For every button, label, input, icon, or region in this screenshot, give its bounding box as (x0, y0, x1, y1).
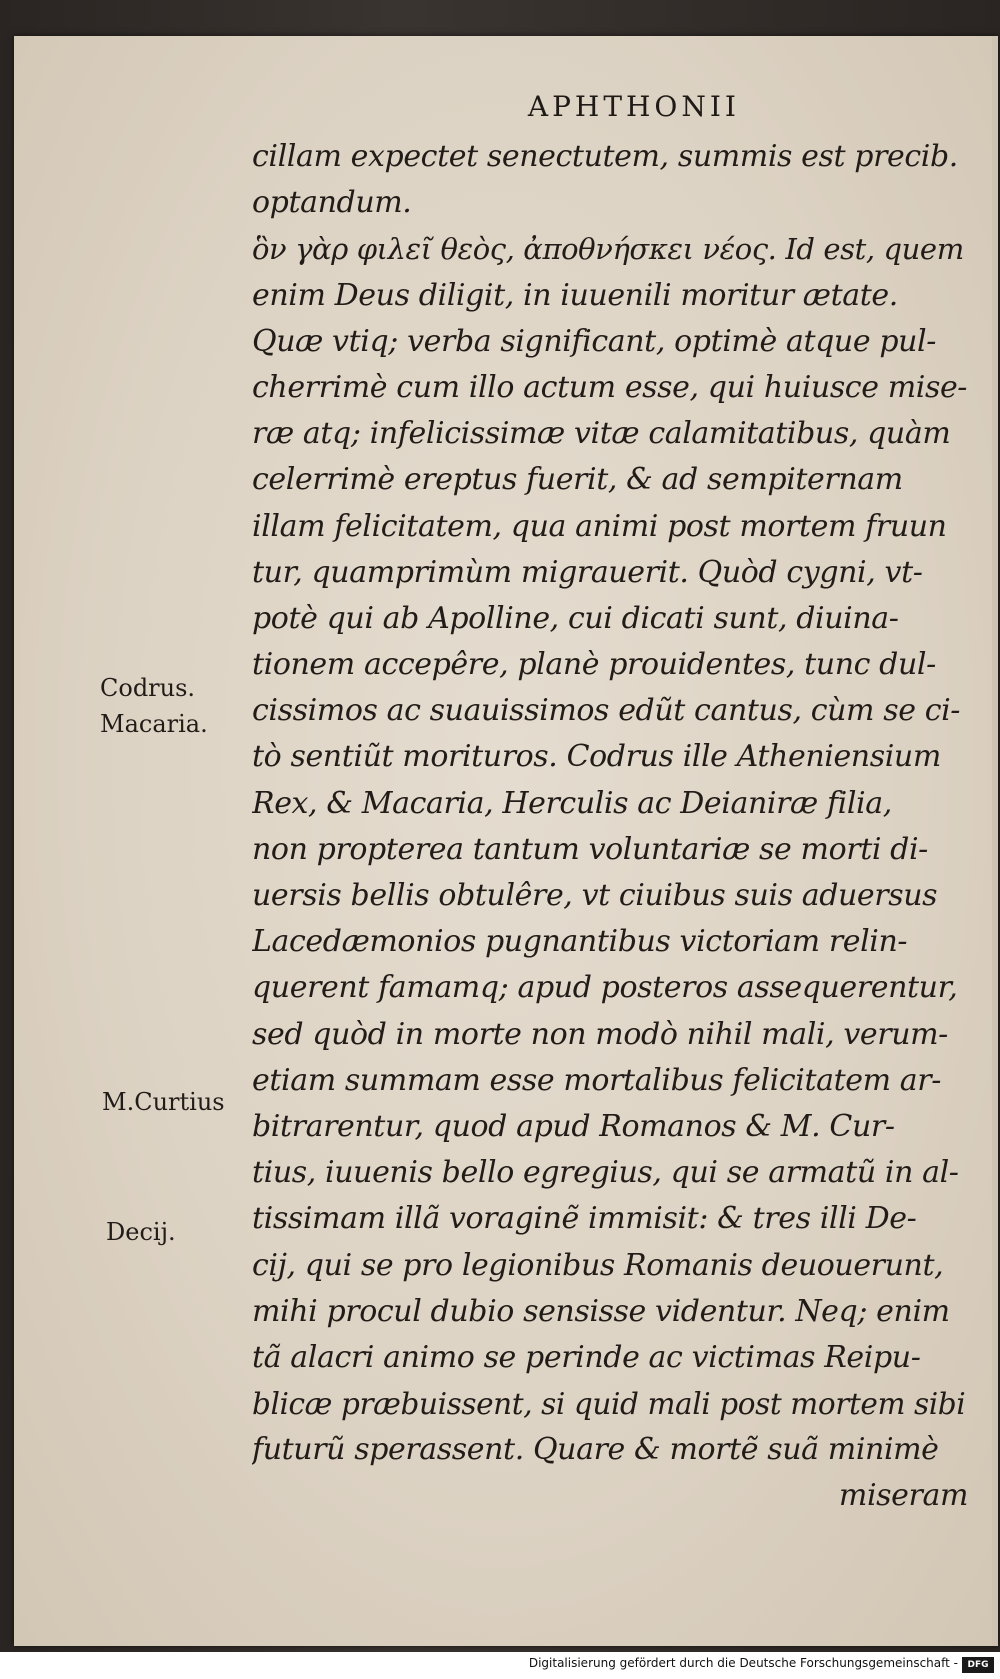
text-line: querent famamq; apud posteros assequerentur, (252, 970, 958, 1006)
digitization-credit: Digitalisierung gefördert durch die Deutsche Forschungsgemeinschaft - (528, 1656, 958, 1670)
margin-note-codrus: Codrus. (100, 674, 196, 702)
text-line: cij, qui se pro legionibus Romanis deuouerunt, (252, 1247, 944, 1283)
text-line: tissimam illã voraginẽ immisit: & tres illi De- (252, 1201, 917, 1237)
text-line: illam felicitatem, qua animi post mortem fruun (252, 508, 947, 544)
text-line: Quæ vtiq; verba significant, optimè atque pul- (252, 323, 936, 359)
text-line: miseram (838, 1478, 968, 1514)
margin-note-curtius: M.Curtius (102, 1088, 225, 1116)
text-line: sed quòd in morte non modò nihil mali, verum- (252, 1016, 948, 1052)
text-line: cissimos ac suauissimos edũt cantus, cùm se ci- (252, 693, 961, 729)
running-head: APHTHONII (527, 90, 740, 123)
text-line: tã alacri animo se perinde ac victimas Reipu- (252, 1339, 921, 1375)
text-line: ὃν γὰρ φιλεῖ θεὸς, ἀποθνήσκει νέος. Id est, quem (252, 232, 964, 267)
book-page (14, 36, 998, 1646)
text-line: celerrimè ereptus fuerit, & ad sempiternam (252, 462, 903, 498)
text-line: etiam summam esse mortalibus felicitatem ar- (252, 1062, 941, 1098)
credit-bar (0, 1652, 1000, 1679)
text-line: mihi procul dubio sensisse videntur. Neq; enim (252, 1293, 950, 1329)
dfg-logo: DFG (962, 1657, 994, 1673)
text-line: enim Deus diligit, in iuuenili moritur ætate. (252, 277, 898, 313)
text-line: Lacedæmonios pugnantibus victoriam relin- (252, 924, 908, 960)
text-line: blicæ præbuissent, si quid mali post mortem sibi (252, 1387, 966, 1422)
text-line: tur, quamprimùm migrauerit. Quòd cygni, vt- (252, 554, 923, 590)
text-line: optandum. (252, 185, 412, 221)
text-line: bitrarentur, quod apud Romanos & M. Cur- (252, 1108, 895, 1144)
text-line: tius, iuuenis bello egregius, qui se armatũ in al- (252, 1155, 959, 1191)
text-line: cherrimè cum illo actum esse, qui huiusce mise- (252, 369, 968, 405)
text-line: Rex, & Macaria, Herculis ac Deianiræ filia, (252, 785, 892, 821)
text-line: cillam expectet senectutem, summis est precib. (252, 139, 958, 174)
text-line: uersis bellis obtulêre, vt ciuibus suis aduersus (252, 878, 938, 913)
text-line: tò sentiũt morituros. Codrus ille Atheniensium (252, 739, 941, 775)
margin-note-macaria: Macaria. (100, 710, 208, 738)
text-line: non propterea tantum voluntariæ se morti di- (252, 831, 928, 867)
text-line: tionem accepêre, planè prouidentes, tunc dul- (252, 647, 936, 683)
text-line: futurũ sperassent. Quare & mortẽ suã minimè (252, 1432, 939, 1468)
margin-note-decij: Decij. (106, 1218, 176, 1246)
text-line: potè qui ab Apolline, cui dicati sunt, diuina- (252, 600, 899, 636)
body-text (252, 134, 968, 1520)
text-line: ræ atq; infelicissimæ vitæ calamitatibus, quàm (252, 416, 951, 452)
